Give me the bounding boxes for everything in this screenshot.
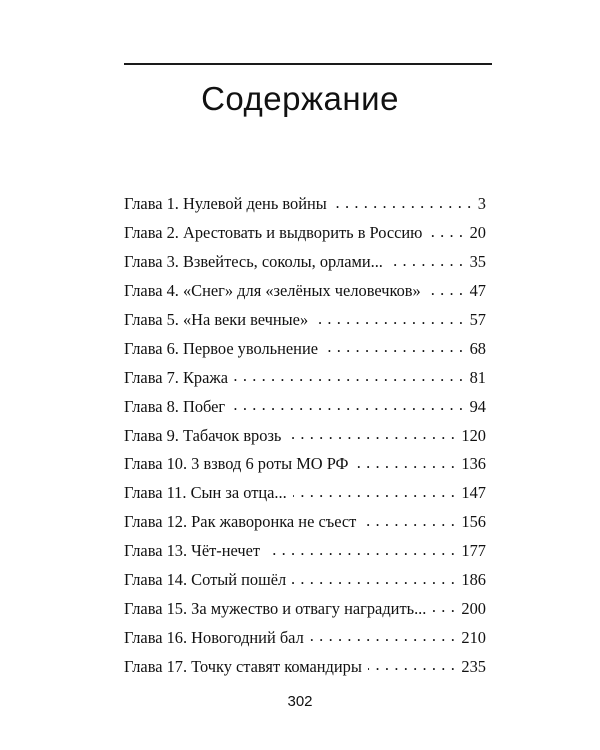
- toc-entry[interactable]: [124, 251, 486, 280]
- toc-entry-title: Глава 16. Новогодний бал: [124, 627, 304, 647]
- toc-entry-page: 120: [461, 425, 486, 445]
- toc-entry-title: Глава 1. Нулевой день войны: [124, 194, 327, 214]
- toc-entry-page: 68: [469, 338, 486, 358]
- toc-entry-title: Глава 15. За мужество и отвагу наградить...: [124, 598, 427, 618]
- dot-leader: [293, 482, 456, 498]
- toc-entry-title: Глава 6. Первое увольнение: [124, 338, 319, 358]
- toc-entry-title: Глава 4. «Снег» для «зелёных человечков»: [124, 281, 421, 301]
- dot-leader: [427, 280, 464, 296]
- toc-entry[interactable]: [124, 597, 486, 626]
- toc-entry[interactable]: [124, 482, 486, 511]
- toc-entry[interactable]: [124, 626, 486, 655]
- toc-entry-page: 35: [469, 252, 486, 272]
- toc-entry[interactable]: [124, 280, 486, 309]
- dot-leader: [355, 453, 456, 469]
- dot-leader: [324, 337, 464, 353]
- dot-leader: [362, 511, 455, 527]
- dot-leader: [314, 309, 463, 325]
- toc-entry[interactable]: [124, 655, 486, 684]
- table-of-contents: [124, 193, 486, 684]
- dot-leader: [292, 569, 455, 585]
- page-title: Содержание: [201, 80, 399, 117]
- toc-entry-title: Глава 17. Точку ставят командиры: [124, 656, 362, 676]
- toc-entry-title: Глава 12. Рак жаворонка не съест: [124, 512, 357, 532]
- toc-entry[interactable]: [124, 453, 486, 482]
- toc-entry-page: 147: [461, 483, 486, 503]
- toc-entry-title: Глава 13. Чёт-нечет: [124, 541, 261, 561]
- toc-entry[interactable]: [124, 309, 486, 338]
- toc-entry-page: 136: [461, 454, 486, 474]
- dot-leader: [333, 193, 472, 209]
- toc-entry[interactable]: [124, 395, 486, 424]
- toc-entry-page: 200: [461, 598, 486, 618]
- dot-leader: [287, 424, 455, 440]
- dot-leader: [389, 251, 464, 267]
- toc-entry[interactable]: [124, 511, 486, 540]
- toc-entry[interactable]: [124, 569, 486, 598]
- toc-entry-title: Глава 14. Сотый пошёл: [124, 569, 287, 589]
- page-number: 302: [287, 693, 313, 710]
- toc-entry-page: 57: [469, 309, 486, 329]
- toc-entry-page: 94: [469, 396, 486, 416]
- dot-leader: [428, 222, 463, 238]
- top-rule: [124, 63, 492, 65]
- toc-entry-page: 235: [461, 656, 486, 676]
- toc-entry-title: Глава 5. «На веки вечные»: [124, 309, 309, 329]
- toc-entry[interactable]: [124, 366, 486, 395]
- toc-entry-title: Глава 10. 3 взвод 6 роты МО РФ: [124, 454, 349, 474]
- toc-entry-title: Глава 7. Кража: [124, 367, 228, 387]
- toc-entry-title: Глава 8. Побег: [124, 396, 226, 416]
- toc-entry-page: 210: [461, 627, 486, 647]
- toc-entry[interactable]: [124, 424, 486, 453]
- toc-entry-page: 177: [461, 541, 486, 561]
- toc-entry-page: 186: [461, 569, 486, 589]
- toc-entry-page: 81: [469, 367, 486, 387]
- toc-entry-page: 47: [469, 281, 486, 301]
- toc-entry-page: 156: [461, 512, 486, 532]
- toc-entry-title: Глава 11. Сын за отца...: [124, 483, 287, 503]
- dot-leader: [266, 540, 455, 556]
- toc-entry-page: 3: [477, 194, 486, 214]
- dot-leader: [231, 395, 463, 411]
- toc-entry-title: Глава 3. Взвейтесь, соколы, орлами...: [124, 252, 383, 272]
- toc-entry[interactable]: [124, 222, 486, 251]
- toc-entry-page: 20: [469, 223, 486, 243]
- dot-leader: [310, 626, 456, 642]
- dot-leader: [432, 597, 455, 613]
- toc-entry-title: Глава 2. Арестовать и выдворить в Россию: [124, 223, 423, 243]
- toc-entry-title: Глава 9. Табачок врозь: [124, 425, 282, 445]
- dot-leader: [368, 655, 456, 671]
- toc-entry[interactable]: [124, 337, 486, 366]
- dot-leader: [234, 366, 464, 382]
- toc-entry[interactable]: [124, 193, 486, 222]
- toc-entry[interactable]: [124, 540, 486, 569]
